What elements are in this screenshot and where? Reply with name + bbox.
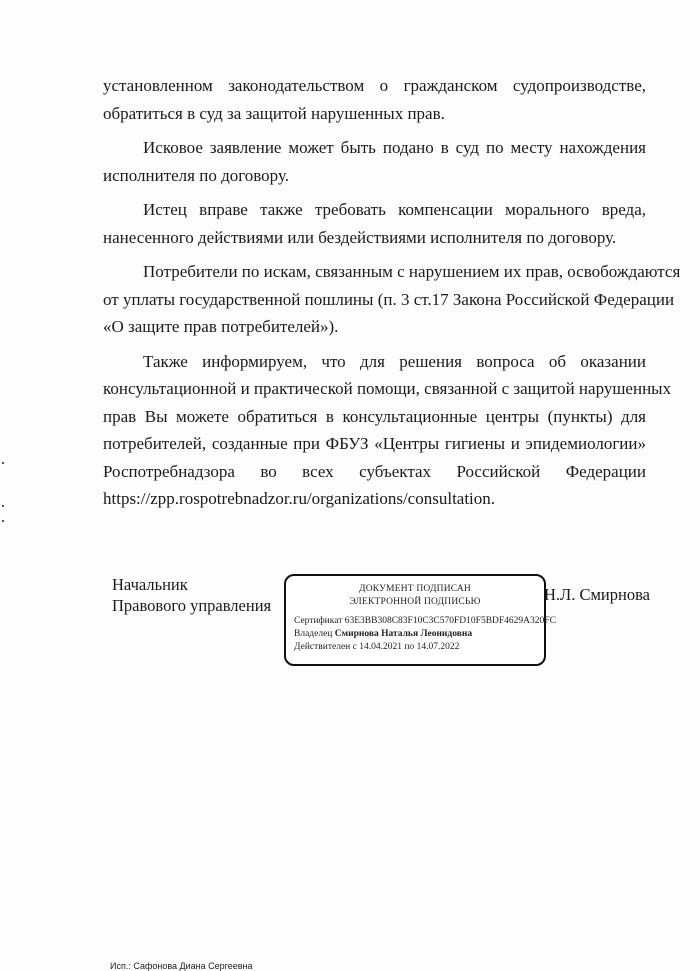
- scan-edge-mark: [2, 520, 4, 522]
- paragraph-line: Роспотребнадзора во всех субъектах Российской Федерации: [103, 461, 646, 481]
- paragraph-line: от уплаты государственной пошлины (п. 3 ст.17 Закона Российской Федерации: [103, 289, 675, 309]
- owner-label: Владелец: [294, 629, 333, 639]
- paragraph-gap: [103, 189, 646, 196]
- paragraph-line: Исковое заявление может быть подано в суд по месту нахождения: [143, 138, 646, 157]
- valid-to: 14.07.2022: [416, 642, 460, 652]
- paragraph-line: установленном законодательством о гражданском судопроизводстве,: [103, 76, 646, 95]
- paragraph-line: «О защите прав потребителей»).: [103, 317, 339, 336]
- stamp-validity: [294, 641, 544, 654]
- paragraph-line: Потребители по искам, связанным с нарушением их прав, освобождаются: [143, 262, 681, 281]
- paragraph-gap: [103, 251, 646, 258]
- scan-edge-mark: [2, 505, 4, 507]
- certificate-label: Сертификат: [294, 616, 343, 626]
- executor-note: Исп.: Сафонова Диана Сергеевна: [110, 961, 253, 971]
- paragraph: [103, 72, 646, 127]
- owner-value: Смирнова Наталья Леонидовна: [334, 629, 473, 639]
- paragraph-line: обратиться в суд за защитой нарушенных прав.: [103, 103, 445, 123]
- stamp-owner: [294, 628, 544, 641]
- paragraph: [103, 196, 646, 251]
- paragraph: [103, 348, 672, 513]
- paragraph: [103, 134, 646, 189]
- paragraph-line: Истец вправе также требовать компенсации морального вреда,: [143, 200, 646, 219]
- signer-position: [112, 574, 271, 616]
- paragraph-gap: [103, 341, 646, 348]
- electronic-signature-stamp: [284, 574, 556, 666]
- paragraph-line: Также информируем, что для решения вопроса об оказании: [143, 351, 646, 371]
- paragraph-line: нанесенного действиями или бездействиями исполнителя по договору.: [103, 227, 617, 247]
- paragraph-line: прав Вы можете обратиться в консультационные центры (пункты) для: [103, 406, 646, 426]
- paragraph-gap: [103, 127, 646, 134]
- letter-body: [103, 72, 681, 513]
- signer-name: Н.Л. Смирнова: [544, 585, 650, 604]
- certificate-value: 63E3BB308C83F10C3C570FD10F5BDF4629A320FC: [344, 616, 556, 626]
- paragraph-line: консультационной и практической помощи, связанной с защитой нарушенных: [103, 379, 672, 398]
- stamp-heading: [286, 583, 544, 609]
- signer-position-line1: Начальник: [112, 575, 188, 594]
- valid-from: 14.04.2021: [359, 642, 402, 652]
- stamp-certificate: [294, 615, 556, 628]
- paragraph-line: исполнителя по договору.: [103, 165, 290, 185]
- signer-position-line2: Правового управления: [112, 596, 272, 615]
- consultation-link[interactable]: https://zpp.rospotrebnadzor.ru/organizations/consultation.: [103, 489, 496, 508]
- valid-to-label: по: [404, 642, 415, 652]
- stamp-heading-line2: ЭЛЕКТРОННОЙ ПОДПИСЬЮ: [349, 597, 481, 607]
- valid-label: Действителен с: [294, 642, 357, 652]
- paragraph-line: потребителей, созданные при ФБУЗ «Центры гигиены и эпидемиологии»: [103, 434, 646, 453]
- stamp-heading-line1: ДОКУМЕНТ ПОДПИСАН: [359, 584, 471, 594]
- paragraph: [103, 258, 681, 341]
- scan-edge-mark: [2, 462, 4, 464]
